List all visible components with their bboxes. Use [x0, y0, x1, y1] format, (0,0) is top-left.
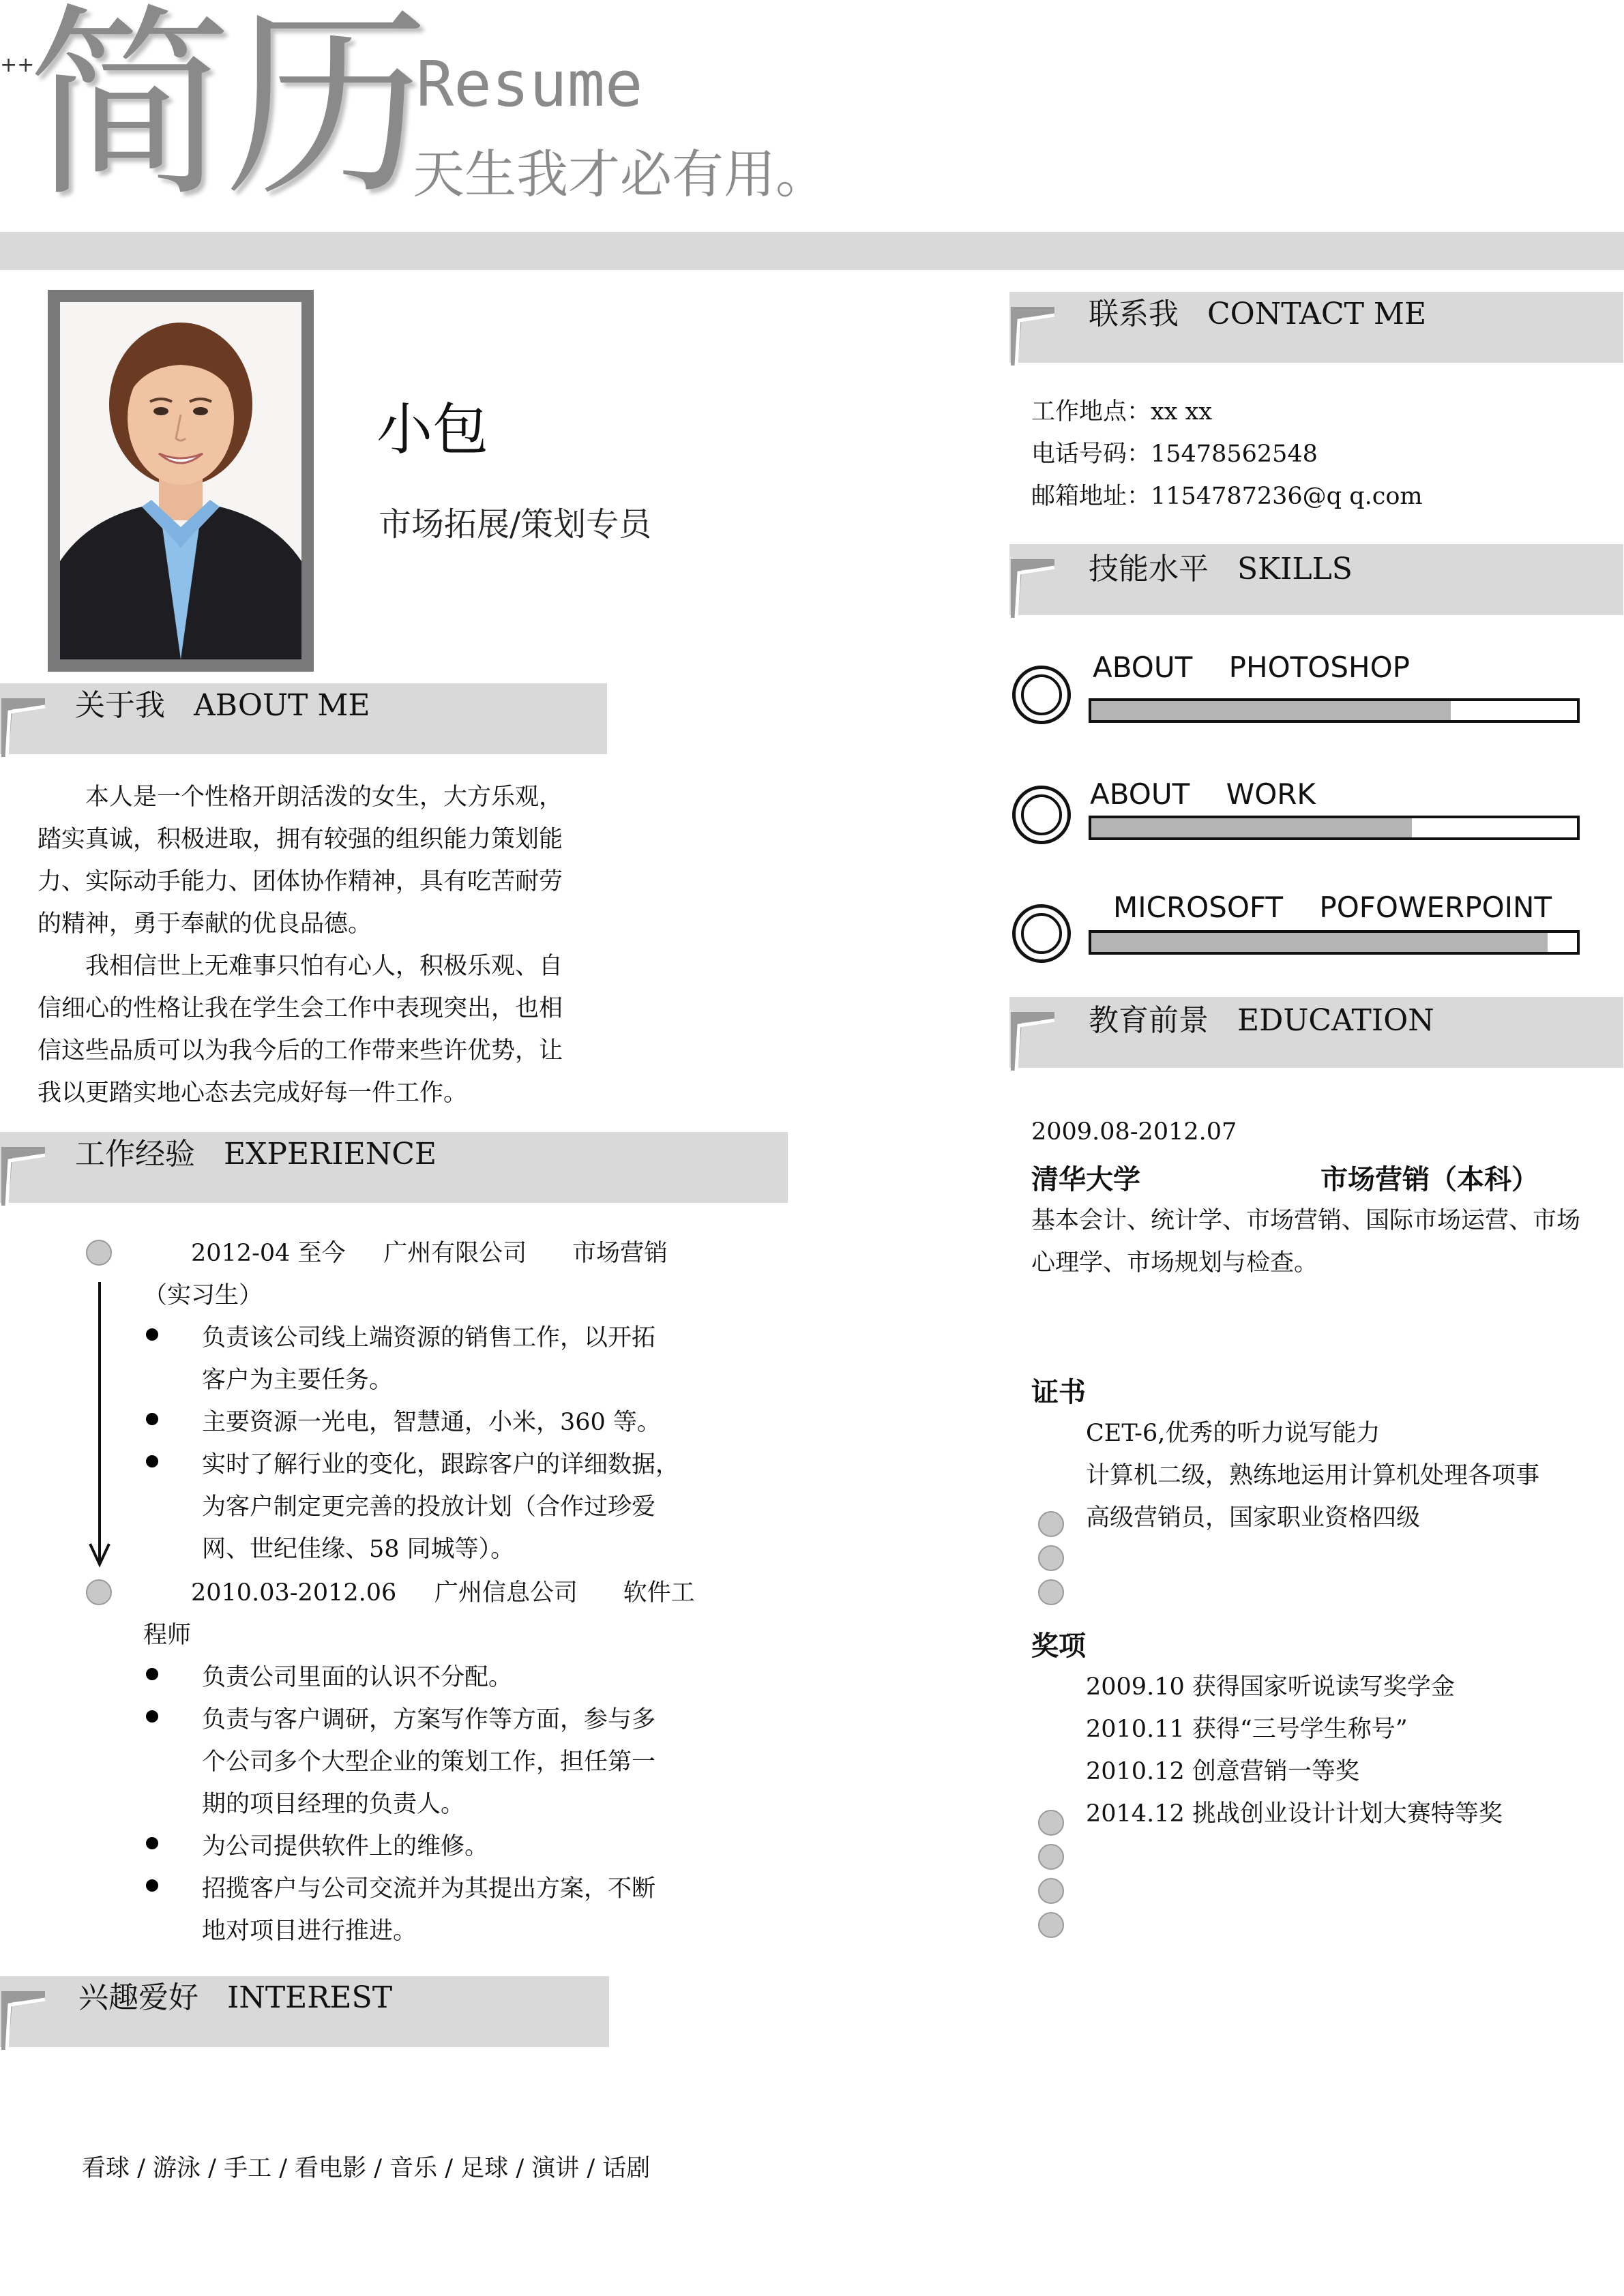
section-corner-icon [1009, 1002, 1057, 1077]
bullet-point [146, 1668, 158, 1680]
contact-location: 工作地点：xx xx [1031, 398, 1213, 426]
education-major: 市场营销（本科） [1320, 1163, 1539, 1195]
experience-bullet-text: 为公司提供软件上的维修。 [202, 1833, 489, 1860]
resume-title: 简历 [27, 0, 423, 224]
header-divider-bar [0, 232, 1624, 270]
section-corner-icon [0, 689, 48, 764]
list-dot [1038, 1878, 1064, 1904]
education-school: 清华大学 [1031, 1163, 1140, 1195]
skill-ring-inner [1021, 674, 1062, 715]
skill-bar [1089, 816, 1580, 840]
experience-section-title: 工作经验 EXPERIENCE [75, 1137, 437, 1172]
certificate-item: 高级营销员，国家职业资格四级 [1086, 1504, 1421, 1532]
certificate-item: 计算机二级，熟练地运用计算机处理各项事 [1086, 1462, 1540, 1489]
section-corner-icon [0, 1137, 48, 1212]
experience-bullet-text: 个公司多个大型企业的策划工作，担任第一 [202, 1748, 656, 1776]
bullet-point [146, 1879, 158, 1892]
contact-phone: 电话号码：15478562548 [1031, 441, 1318, 468]
list-dot [1038, 1511, 1064, 1537]
experience-bullet-text: 负责与客户调研，方案写作等方面，参与多 [202, 1706, 656, 1733]
experience-bullet-text: 主要资源一光电，智慧通，小米，360 等。 [202, 1409, 661, 1436]
experience-bullet-text: 地对项目进行推进。 [202, 1918, 417, 1945]
contact-email[interactable]: 邮箱地址：1154787236@q q.com [1031, 483, 1423, 510]
list-dot [1038, 1545, 1064, 1571]
skill-label: ABOUT WORK [1090, 777, 1316, 811]
profile-photo [60, 302, 301, 659]
experience-entry-line: （实习生） [143, 1282, 263, 1309]
interest-section-title: 兴趣爱好 INTEREST [78, 1980, 393, 2015]
certificates-heading: 证书 [1031, 1376, 1086, 1408]
experience-bullet-text: 客户为主要任务。 [202, 1367, 394, 1394]
experience-bullet-text: 期的项目经理的负责人。 [202, 1791, 465, 1818]
award-item: 2010.12 创意营销一等奖 [1086, 1758, 1359, 1785]
resume-subtitle: Resume [416, 48, 643, 121]
list-dot [1038, 1844, 1064, 1870]
experience-entry-line: 程师 [143, 1622, 192, 1649]
award-item: 2009.10 获得国家听说读写奖学金 [1086, 1673, 1455, 1701]
bullet-point [146, 1455, 158, 1467]
education-period: 2009.08-2012.07 [1031, 1118, 1237, 1146]
about-section-title: 关于我 ABOUT ME [75, 688, 370, 723]
award-item: 2014.12 挑战创业设计计划大赛特等奖 [1086, 1800, 1503, 1828]
contact-section-title: 联系我 CONTACT ME [1089, 297, 1427, 331]
experience-bullet-text: 为客户制定更完善的投放计划（合作过珍爱 [202, 1493, 656, 1521]
skill-bar-fill [1091, 818, 1412, 837]
candidate-name: 小包 [377, 398, 489, 462]
section-corner-icon [0, 1982, 48, 2057]
education-courses: 基本会计、统计学、市场营销、国际市场运营、市场 [1031, 1207, 1581, 1234]
candidate-position: 市场拓展/策划专员 [379, 505, 652, 543]
award-item: 2010.11 获得“三号学生称号” [1086, 1716, 1408, 1743]
hobbies-list: 看球 / 游泳 / 手工 / 看电影 / 音乐 / 足球 / 演讲 / 话剧 [82, 2155, 651, 2182]
about-text [38, 776, 583, 1114]
skill-bar [1089, 698, 1580, 723]
list-dot [1038, 1912, 1064, 1938]
profile-photo-illustration [60, 302, 301, 659]
education-courses: 心理学、市场规划与检查。 [1031, 1249, 1318, 1277]
skills-section-title: 技能水平 SKILLS [1089, 552, 1353, 586]
bullet-point [146, 1413, 158, 1425]
resume-motto: 天生我才必有用。 [413, 144, 827, 205]
skill-bar-fill [1091, 701, 1451, 720]
experience-bullet-text: 招揽客户与公司交流并为其提出方案，不断 [202, 1875, 656, 1903]
bullet-point [146, 1328, 158, 1341]
skill-ring-icon [1012, 786, 1071, 844]
experience-entry-line: 2012-04 至今 广州有限公司 市场营销 [191, 1240, 668, 1267]
header-mark: ++ [0, 53, 35, 77]
education-section-title: 教育前景 EDUCATION [1089, 1003, 1434, 1038]
bullet-point [146, 1710, 158, 1723]
skill-label: ABOUT PHOTOSHOP [1093, 651, 1410, 684]
skill-label: MICROSOFT POFOWERPOINT [1113, 891, 1552, 924]
experience-bullet-text: 网、世纪佳缘、58 同城等）。 [202, 1536, 515, 1563]
skill-ring-inner [1021, 794, 1062, 835]
experience-entry-line: 2010.03-2012.06 广州信息公司 软件工 [191, 1579, 695, 1607]
list-dot [1038, 1810, 1064, 1836]
experience-bullet-text: 实时了解行业的变化，跟踪客户的详细数据， [202, 1451, 680, 1478]
timeline-arrow-icon [87, 1282, 112, 1568]
list-dot [1038, 1579, 1064, 1605]
about-paragraph: 本人是一个性格开朗活泼的女生，大方乐观，踏实真诚，积极进取，拥有较强的组织能力策划能力、实际动手能力、团体协作精神，具有吃苦耐劳的精神，勇于奉献的优良品德。 [38, 784, 563, 938]
skill-bar [1089, 930, 1580, 955]
awards-heading: 奖项 [1031, 1630, 1086, 1662]
skill-ring-inner [1021, 913, 1062, 954]
about-paragraph: 我相信世上无难事只怕有心人，积极乐观、自信细心的性格让我在学生会工作中表现突出，也相信这些品质可以为我今后的工作带来些许优势，让我以更踏实地心态去完成好每一件工作。 [38, 953, 563, 1107]
experience-bullet-text: 负责该公司线上端资源的销售工作，以开拓 [202, 1324, 656, 1352]
section-corner-icon [1009, 297, 1057, 372]
timeline-dot [86, 1240, 112, 1266]
bullet-point [146, 1837, 158, 1849]
experience-bullet-text: 负责公司里面的认识不分配。 [202, 1664, 513, 1691]
skill-bar-fill [1091, 933, 1548, 952]
timeline-dot [86, 1579, 112, 1605]
skill-ring-icon [1012, 904, 1071, 963]
skill-ring-icon [1012, 666, 1071, 724]
section-corner-icon [1009, 550, 1057, 625]
certificate-item: CET-6,优秀的听力说写能力 [1086, 1420, 1381, 1447]
